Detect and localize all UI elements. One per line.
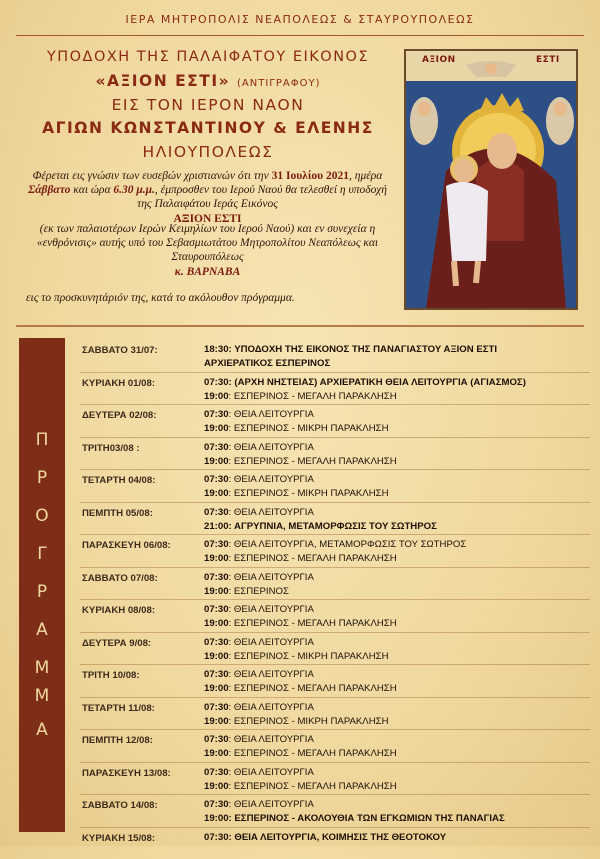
program-sidebar [19,338,65,832]
schedule-row [80,405,590,438]
schedule-row [80,633,590,666]
program-letter: Γ [19,544,65,564]
schedule-day: ΠΑΡΑΣΚΕΥΗ 13/08: [82,768,222,779]
intro-paragraph-3: εις το προσκυνητάριόν της, κατά το ακόλουθον πρόγραμμα. [26,291,401,305]
schedule-list [80,340,590,859]
schedule-entry: 19:00: ΕΣΠΕΡΙΝΟΣ - ΜΕΓΑΛΗ ΠΑΡΑΚΛΗΣΗ [204,618,397,630]
icon-illustration [406,51,576,308]
title-line-2: «ΑΞΙΟΝ ΕΣΤΙ» (ΑΝΤΙΓΡΑΦΟΥ) [16,72,400,90]
schedule-entry: 07:30: ΘΕΙΑ ΛΕΙΤΟΥΡΓΙΑ [204,507,314,519]
schedule-row [80,730,590,763]
schedule-entry: 19:00: ΕΣΠΕΡΙΝΟΣ - ΜΙΚΡΗ ΠΑΡΑΚΛΗΣΗ [204,488,389,500]
program-letter: Ρ [19,582,65,602]
schedule-row [80,698,590,731]
schedule-row [80,568,590,601]
schedule-day: ΤΕΤΑΡΤΗ 11/08: [82,703,222,714]
schedule-entry: 19:00: ΕΣΠΕΡΙΝΟΣ - ΜΕΓΑΛΗ ΠΑΡΑΚΛΗΣΗ [204,553,397,565]
schedule-entry: 18:30: ΥΠΟΔΟΧΗ ΤΗΣ ΕΙΚΟΝΟΣ ΤΗΣ ΠΑΝΑΓΙΑΣΤΟΥ ΑΞΙΟΝ ΕΣΤΙ [204,344,497,356]
title-line-3: ΕΙΣ ΤΟΝ ΙΕΡΟΝ ΝΑΟΝ [16,96,400,114]
schedule-row [80,438,590,471]
schedule-entry: 19:00: ΕΣΠΕΡΙΝΟΣ - ΜΙΚΡΗ ΠΑΡΑΚΛΗΣΗ [204,716,389,728]
schedule-day: ΤΡΙΤΗ 10/08: [82,670,222,681]
intro-paragraph-1: Φέρεται εις γνώσιν των ευσεβών χριστιανών ότι την 31 Ιουλίου 2021, ημέρα Σάββατο και ώρα 6.30 μ.μ., έμπροσθεν του Ιερού Ναού θα τελεσθεί η υποδοχή της Παλαιφάτου Ιεράς Εικόνος ΑΞΙΟΝ ΕΣΤΙ [20,169,395,226]
schedule-day: ΔΕΥΤΕΡΑ 02/08: [82,410,222,421]
program-letter: Α [19,720,65,740]
schedule-entry: 07:30: ΘΕΙΑ ΛΕΙΤΟΥΡΓΙΑ, ΜΕΤΑΜΟΡΦΩΣΙΣ ΤΟΥ ΣΩΤΗΡΟΣ [204,539,466,551]
schedule-entry: 07:30: (ΑΡΧΗ ΝΗΣΤΕΙΑΣ) ΑΡΧΙΕΡΑΤΙΚΗ ΘΕΙΑ ΛΕΙΤΟΥΡΓΙΑ (ΑΓΙΑΣΜΟΣ) [204,377,526,389]
schedule-entry: 07:30: ΘΕΙΑ ΛΕΙΤΟΥΡΓΙΑ [204,604,314,616]
schedule-entry: 07:30: ΘΕΙΑ ΛΕΙΤΟΥΡΓΙΑ [204,669,314,681]
schedule-row [80,373,590,406]
title-line-4: ΑΓΙΩΝ ΚΩΝΣΤΑΝΤΙΝΟΥ & ΕΛΕΝΗΣ [16,119,400,137]
schedule-entry: 19:00: ΕΣΠΕΡΙΝΟΣ [204,586,289,598]
schedule-day: ΚΥΡΙΑΚΗ 08/08: [82,605,222,616]
theotokos-icon-image [404,49,578,310]
schedule-entry: 19:00: ΕΣΠΕΡΙΝΟΣ - ΜΙΚΡΗ ΠΑΡΑΚΛΗΣΗ [204,423,389,435]
schedule-day: ΣΑΒΒΑΤΟ 07/08: [82,573,222,584]
schedule-entry: 19:00: ΕΣΠΕΡΙΝΟΣ - ΑΚΟΛΟΥΘΙΑ ΤΩΝ ΕΓΚΩΜΙΩΝ ΤΗΣ ΠΑΝΑΓΙΑΣ [204,813,505,825]
schedule-day: ΚΥΡΙΑΚΗ 01/08: [82,378,222,389]
schedule-entry: 07:30: ΘΕΙΑ ΛΕΙΤΟΥΡΓΙΑ [204,799,314,811]
schedule-row [80,795,590,828]
schedule-entry: 19:00: ΕΣΠΕΡΙΝΟΣ - ΜΕΓΑΛΗ ΠΑΡΑΚΛΗΣΗ [204,391,397,403]
schedule-day: ΣΑΒΒΑΤΟ 14/08: [82,800,222,811]
schedule-entry: 07:30: ΘΕΙΑ ΛΕΙΤΟΥΡΓΙΑ [204,637,314,649]
schedule-entry: 19:00: ΕΣΠΕΡΙΝΟΣ - ΜΕΓΑΛΗ ΠΑΡΑΚΛΗΣΗ [204,683,397,695]
schedule-entry: 07:30: ΘΕΙΑ ΛΕΙΤΟΥΡΓΙΑ, ΚΟΙΜΗΣΙΣ ΤΗΣ ΘΕΟΤΟΚΟΥ [204,832,446,844]
schedule-entry: 19:00: ΕΣΠΕΡΙΝΟΣ - ΜΕΓΑΛΗ ΠΑΡΑΚΛΗΣΗ [204,456,397,468]
schedule-row [80,828,590,859]
header-divider [16,35,584,36]
schedule-entry: 07:30: ΘΕΙΑ ΛΕΙΤΟΥΡΓΙΑ [204,734,314,746]
schedule-entry: 07:30: ΘΕΙΑ ΛΕΙΤΟΥΡΓΙΑ [204,572,314,584]
schedule-day: ΤΡΙΤΗ03/08 : [82,443,222,454]
icon-label-right: ΕΣΤΙ [536,55,560,65]
schedule-day: ΠΕΜΠΤΗ 12/08: [82,735,222,746]
schedule-entry: 19:00: ΕΣΠΕΡΙΝΟΣ - ΜΙΚΡΗ ΠΑΡΑΚΛΗΣΗ [204,651,389,663]
schedule-day: ΤΕΤΑΡΤΗ 04/08: [82,475,222,486]
schedule-day: ΣΑΒΒΑΤΟ 31/07: [82,345,222,356]
schedule-row [80,340,590,373]
program-letter: Μ [19,658,65,678]
program-letter: Α [19,620,65,640]
schedule-day: ΚΥΡΙΑΚΗ 15/08: [82,833,222,844]
schedule-row [80,600,590,633]
schedule-day: ΠΕΜΠΤΗ 05/08: [82,508,222,519]
program-letter: Ο [19,506,65,526]
diocese-header: ΙΕΡΑ ΜΗΤΡΟΠΟΛΙΣ ΝΕΑΠΟΛΕΩΣ & ΣΤΑΥΡΟΥΠΟΛΕΩΣ [0,13,600,26]
program-letter: Ρ [19,468,65,488]
schedule-entry: 19:00: ΕΣΠΕΡΙΝΟΣ - ΜΕΓΑΛΗ ΠΑΡΑΚΛΗΣΗ [204,748,397,760]
schedule-entry: 07:30: ΘΕΙΑ ΛΕΙΤΟΥΡΓΙΑ [204,474,314,486]
schedule-entry: 07:30: ΘΕΙΑ ΛΕΙΤΟΥΡΓΙΑ [204,767,314,779]
section-divider [16,325,584,327]
schedule-row [80,503,590,536]
schedule-row [80,470,590,503]
schedule-entry: 07:30: ΘΕΙΑ ΛΕΙΤΟΥΡΓΙΑ [204,409,314,421]
schedule-row [80,535,590,568]
program-letter: Π [19,430,65,450]
intro-paragraph-2: (εκ των παλαιοτέρων Ιερών Κειμηλίων του Ιερού Ναού) και εν συνεχεία η «ενθρόνισις» αυτής υπό του Σεβασμιωτάτου Μητροπολίτου Νεαπόλεως και Σταυρουπόλεως κ. ΒΑΡΝΑΒΑ [20,222,395,279]
schedule-entry: 19:00: ΕΣΠΕΡΙΝΟΣ - ΜΕΓΑΛΗ ΠΑΡΑΚΛΗΣΗ [204,781,397,793]
schedule-entry: ΑΡΧΙΕΡΑΤΙΚΟΣ ΕΣΠΕΡΙΝΟΣ [204,358,330,370]
schedule-day: ΔΕΥΤΕΡΑ 9/08: [82,638,222,649]
schedule-day: ΠΑΡΑΣΚΕΥΗ 06/08: [82,540,222,551]
icon-label-left: ΑΞΙΟΝ [422,55,456,65]
schedule-entry: 07:30: ΘΕΙΑ ΛΕΙΤΟΥΡΓΙΑ [204,702,314,714]
title-line-1: ΥΠΟΔΟΧΗ ΤΗΣ ΠΑΛΑΙΦΑΤΟΥ ΕΙΚΟΝΟΣ [16,49,400,65]
title-line-5: ΗΛΙΟΥΠΟΛΕΩΣ [16,143,400,161]
program-letter: Μ [19,686,65,706]
schedule-entry: 07:30: ΘΕΙΑ ΛΕΙΤΟΥΡΓΙΑ [204,442,314,454]
schedule-row [80,665,590,698]
schedule-entry: 21:00: ΑΓΡΥΠΝΙΑ, ΜΕΤΑΜΟΡΦΩΣΙΣ ΤΟΥ ΣΩΤΗΡΟΣ [204,521,437,533]
schedule-row [80,763,590,796]
